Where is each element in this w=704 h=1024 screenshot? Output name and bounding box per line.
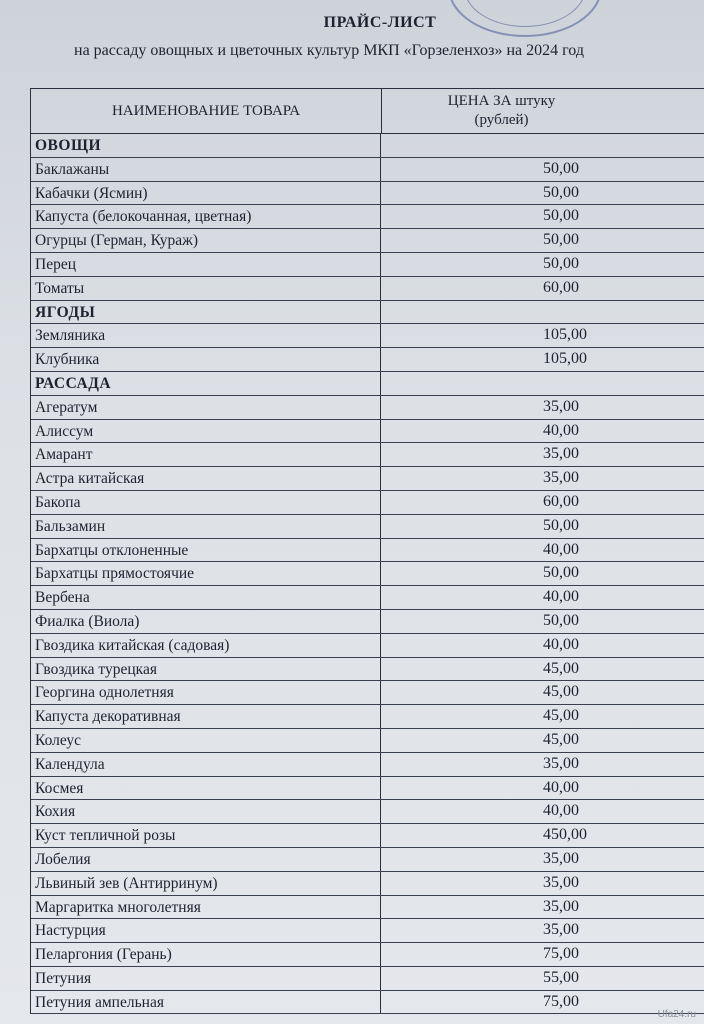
product-price: 45,00 xyxy=(543,683,579,701)
watermark: Ufa24.ru xyxy=(657,1009,696,1020)
table-row xyxy=(31,324,704,348)
table-row xyxy=(31,158,704,182)
product-price: 50,00 xyxy=(543,611,579,629)
table-row xyxy=(31,396,704,420)
section-row xyxy=(31,134,704,158)
table-row xyxy=(31,467,704,491)
table-body xyxy=(31,134,704,1014)
table-row xyxy=(31,824,704,848)
table-row xyxy=(31,539,704,563)
product-name: Кабачки (Ясмин) xyxy=(31,182,381,205)
table-row xyxy=(31,348,704,372)
table-row xyxy=(31,229,704,253)
table-row xyxy=(31,991,704,1015)
header-price-column xyxy=(382,89,704,133)
table-row xyxy=(31,253,704,277)
product-name: Бакопа xyxy=(31,491,381,514)
product-price: 35,00 xyxy=(543,873,579,891)
table-row xyxy=(31,943,704,967)
document-title: ПРАЙС-ЛИСТ xyxy=(323,14,437,31)
product-name: Земляника xyxy=(31,324,381,347)
table-row xyxy=(31,896,704,920)
product-name: Львиный зев (Антирринум) xyxy=(31,872,381,895)
product-price xyxy=(381,134,704,157)
product-price: 35,00 xyxy=(543,921,579,939)
product-price: 50,00 xyxy=(543,183,579,201)
section-title: ОВОЩИ xyxy=(31,134,381,157)
product-price: 75,00 xyxy=(543,945,579,963)
product-price: 105,00 xyxy=(543,326,587,344)
product-name: Томаты xyxy=(31,277,381,300)
product-name: Агератум xyxy=(31,396,381,419)
table-row xyxy=(31,681,704,705)
product-price: 55,00 xyxy=(543,968,579,986)
product-name: Лобелия xyxy=(31,848,381,871)
product-price: 40,00 xyxy=(543,778,579,796)
product-price: 40,00 xyxy=(543,635,579,653)
product-price: 105,00 xyxy=(543,350,587,368)
table-row xyxy=(31,515,704,539)
product-name: Куст тепличной розы xyxy=(31,824,381,847)
product-price: 50,00 xyxy=(543,231,579,249)
product-price: 50,00 xyxy=(543,207,579,225)
product-price: 60,00 xyxy=(543,278,579,296)
product-price: 35,00 xyxy=(543,849,579,867)
product-price: 45,00 xyxy=(543,730,579,748)
table-row xyxy=(31,586,704,610)
table-row xyxy=(31,277,704,301)
header-name-column: НАИМЕНОВАНИЕ ТОВАРА xyxy=(31,89,382,133)
product-name: Капуста декоративная xyxy=(31,705,381,728)
section-row xyxy=(31,372,704,396)
document-subtitle: на рассаду овощных и цветочных культур МКП «Горзеленхоз» на 2024 год xyxy=(74,42,584,59)
product-price: 50,00 xyxy=(543,254,579,272)
table-row xyxy=(31,919,704,943)
product-name: Маргаритка многолетняя xyxy=(31,896,381,919)
product-price: 50,00 xyxy=(543,516,579,534)
product-price: 75,00 xyxy=(543,992,579,1010)
product-name: Вербена xyxy=(31,586,381,609)
section-title: ЯГОДЫ xyxy=(31,301,381,324)
table-row xyxy=(31,777,704,801)
product-name: Календула xyxy=(31,753,381,776)
product-name: Алиссум xyxy=(31,420,381,443)
product-name: Петуния ампельная xyxy=(31,991,381,1014)
product-name: Космея xyxy=(31,777,381,800)
product-name: Астра китайская xyxy=(31,467,381,490)
table-row xyxy=(31,182,704,206)
product-name: Гвоздика турецкая xyxy=(31,658,381,681)
product-price: 40,00 xyxy=(543,802,579,820)
product-price xyxy=(381,372,704,395)
table-row xyxy=(31,705,704,729)
table-row xyxy=(31,967,704,991)
product-price: 35,00 xyxy=(543,754,579,772)
header-price-line2: (рублей) xyxy=(474,112,529,128)
product-price: 35,00 xyxy=(543,469,579,487)
product-price: 45,00 xyxy=(543,707,579,725)
product-price: 450,00 xyxy=(543,826,587,844)
product-name: Капуста (белокочанная, цветная) xyxy=(31,205,381,228)
product-name: Петуния xyxy=(31,967,381,990)
table-row xyxy=(31,848,704,872)
product-price: 60,00 xyxy=(543,492,579,510)
product-name: Кохия xyxy=(31,800,381,823)
product-price: 40,00 xyxy=(543,540,579,558)
product-price: 50,00 xyxy=(543,159,579,177)
table-row xyxy=(31,491,704,515)
table-row xyxy=(31,729,704,753)
product-price xyxy=(381,301,704,324)
product-name: Бальзамин xyxy=(31,515,381,538)
table-row xyxy=(31,610,704,634)
table-row xyxy=(31,443,704,467)
table-row xyxy=(31,872,704,896)
product-name: Клубника xyxy=(31,348,381,371)
product-price: 50,00 xyxy=(543,564,579,582)
section-title: РАССАДА xyxy=(31,372,381,395)
product-price: 35,00 xyxy=(543,397,579,415)
product-name: Бархатцы отклоненные xyxy=(31,539,381,562)
table-row xyxy=(31,562,704,586)
product-name: Пеларгония (Герань) xyxy=(31,943,381,966)
product-price: 45,00 xyxy=(543,659,579,677)
product-name: Баклажаны xyxy=(31,158,381,181)
table-row xyxy=(31,800,704,824)
table-header xyxy=(31,89,704,134)
product-name: Бархатцы прямостоячие xyxy=(31,562,381,585)
table-row xyxy=(31,658,704,682)
product-name: Фиалка (Виола) xyxy=(31,610,381,633)
product-price: 35,00 xyxy=(543,445,579,463)
table-row xyxy=(31,420,704,444)
product-name: Колеус xyxy=(31,729,381,752)
product-price: 35,00 xyxy=(543,897,579,915)
product-name: Перец xyxy=(31,253,381,276)
price-table xyxy=(30,88,704,1014)
product-name: Гвоздика китайская (садовая) xyxy=(31,634,381,657)
table-row xyxy=(31,634,704,658)
product-name: Огурцы (Герман, Кураж) xyxy=(31,229,381,252)
table-row xyxy=(31,753,704,777)
product-name: Георгина однолетняя xyxy=(31,681,381,704)
product-name: Настурция xyxy=(31,919,381,942)
product-price: 40,00 xyxy=(543,588,579,606)
header-price-line1: ЦЕНА ЗА штуку xyxy=(447,93,556,109)
product-price: 40,00 xyxy=(543,421,579,439)
section-row xyxy=(31,301,704,325)
product-name: Амарант xyxy=(31,443,381,466)
table-row xyxy=(31,205,704,229)
